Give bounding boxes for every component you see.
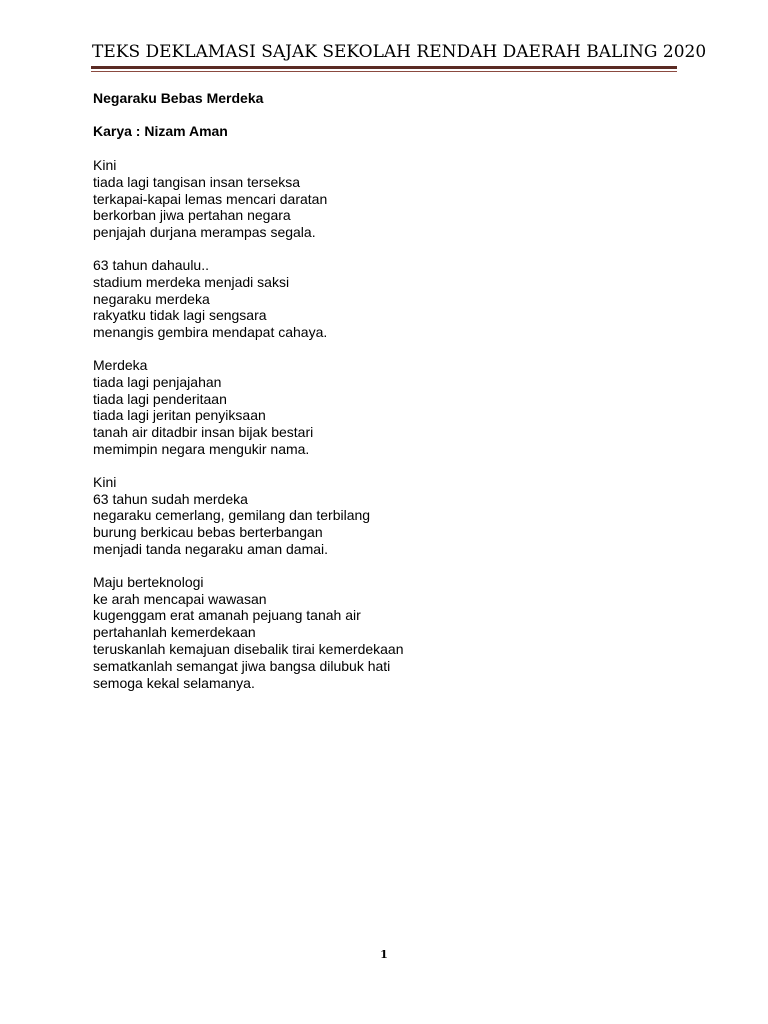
poem-line: tiada lagi penderitaan	[93, 390, 227, 407]
poem-stanza	[93, 157, 693, 241]
poem-line: ke arah mencapai wawasan	[93, 590, 267, 607]
poem-line: tiada lagi jeritan penyiksaan	[93, 407, 266, 424]
poem-line: Kini	[93, 473, 117, 490]
poem-stanza	[93, 574, 693, 692]
poem-line: semoga kekal selamanya.	[93, 674, 255, 691]
poem-stanza	[93, 474, 693, 558]
poem-line: tiada lagi tangisan insan terseksa	[93, 173, 301, 190]
poem-stanza	[93, 357, 693, 458]
poem-line: memimpin negara mengukir nama.	[93, 440, 310, 457]
poem-line: rakyatku tidak lagi sengsara	[93, 307, 267, 324]
poem-line: menjadi tanda negaraku aman damai.	[93, 540, 329, 557]
poem-line: stadium merdeka menjadi saksi	[93, 273, 290, 290]
poem-stanza	[93, 257, 693, 341]
poem-line: negaraku merdeka	[93, 290, 210, 307]
poem-line: teruskanlah kemajuan disebalik tirai kemerdekaan	[93, 640, 404, 657]
poem-line: menangis gembira mendapat cahaya.	[93, 324, 328, 341]
poem-stanzas	[93, 157, 693, 691]
poem-line: terkapai-kapai lemas mencari daratan	[93, 190, 328, 207]
poem-line: Maju berteknologi	[93, 573, 204, 590]
poem-line: tiada lagi penjajahan	[93, 373, 222, 390]
poem-title: Negaraku Bebas Merdeka	[93, 90, 264, 106]
poem-line: Kini	[93, 157, 117, 173]
header-rule-thick	[91, 66, 677, 69]
poem-author: Karya : Nizam Aman	[93, 123, 228, 139]
poem-line: pertahanlah kemerdekaan	[93, 624, 256, 641]
poem-line: burung berkicau bebas berterbangan	[93, 524, 323, 541]
poem-line: sematkanlah semangat jiwa bangsa dilubuk hati	[93, 657, 391, 674]
poem-line: 63 tahun sudah merdeka	[93, 490, 248, 507]
header-rule-thin	[91, 71, 677, 72]
poem-line: tanah air ditadbir insan bijak bestari	[93, 424, 314, 441]
page-number: 1	[380, 948, 388, 961]
poem-line: berkorban jiwa pertahan negara	[93, 207, 291, 224]
poem-line: penjajah durjana merampas segala.	[93, 224, 316, 241]
header-title: TEKS DEKLAMASI SAJAK SEKOLAH RENDAH DAERAH BALING 2020	[92, 42, 707, 62]
poem-line: 63 tahun dahaulu..	[93, 256, 209, 273]
poem-content	[93, 90, 693, 707]
poem-line: negaraku cemerlang, gemilang dan terbilang	[93, 507, 371, 524]
poem-line: kugenggam erat amanah pejuang tanah air	[93, 607, 361, 624]
poem-line: Merdeka	[93, 356, 148, 373]
